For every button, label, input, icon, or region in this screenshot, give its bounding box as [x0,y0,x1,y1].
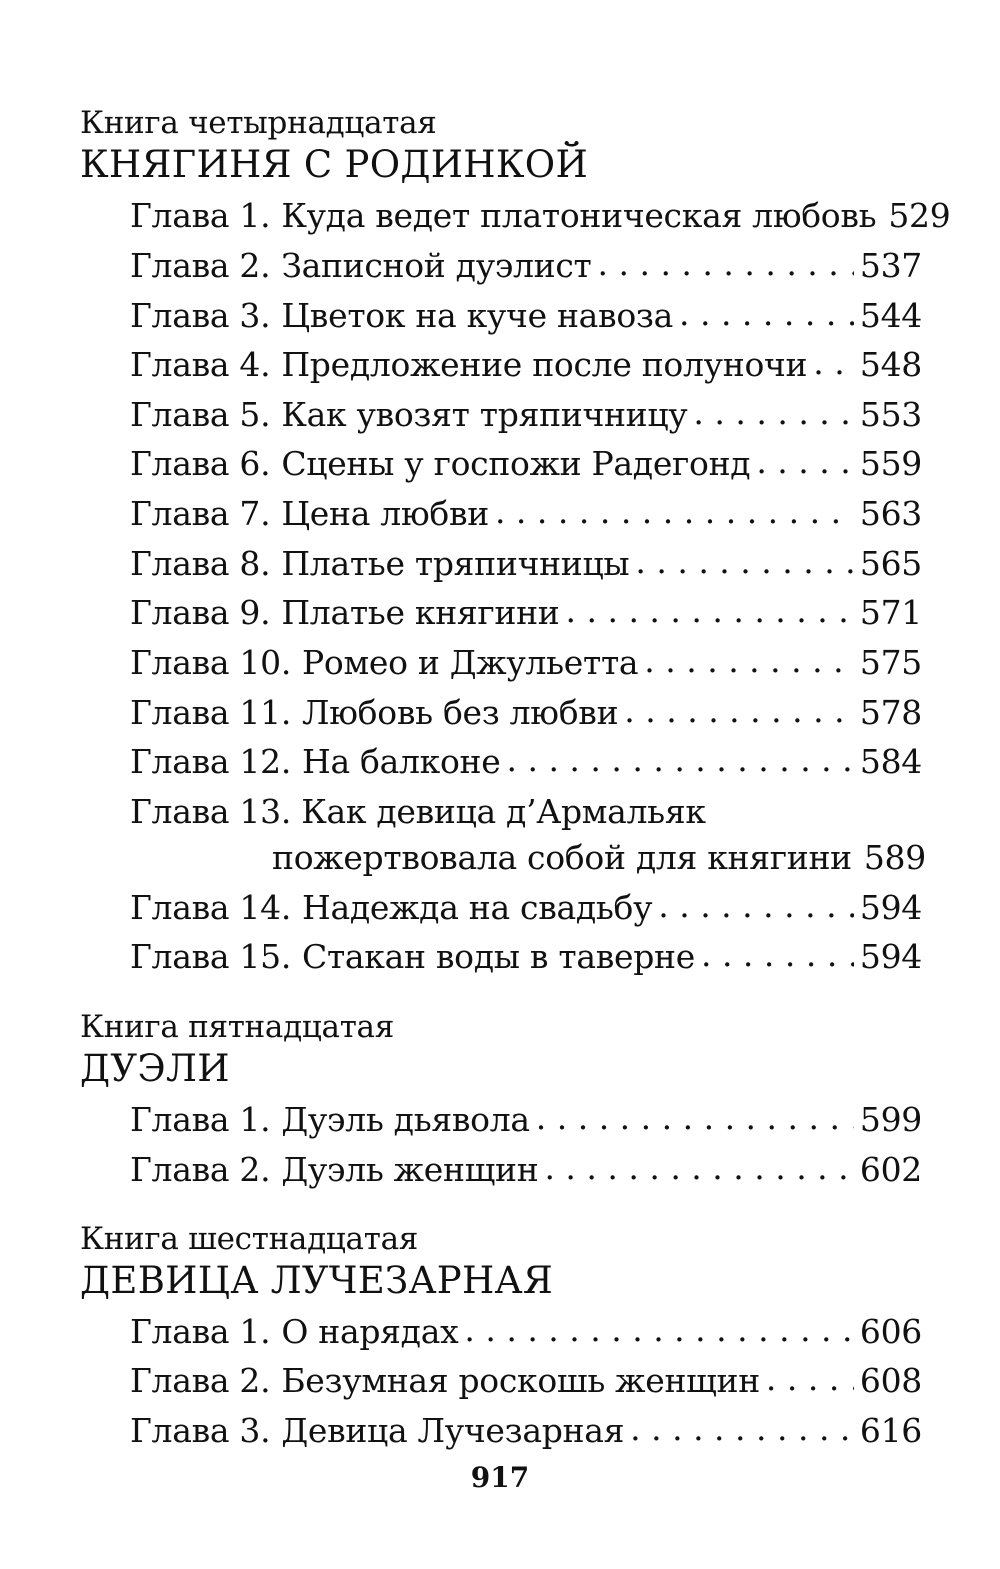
page-number: 589 [863,838,926,877]
chapter-title: Цена любви [281,494,489,533]
page-number: 537 [859,246,922,285]
chapter-number: Глава 2. [130,1361,271,1400]
dot-leader [693,393,853,433]
toc-entry [130,494,922,544]
chapter-number: Глава 1. [130,1312,271,1351]
dot-leader [598,244,854,284]
dot-leader [813,343,854,383]
page-number: 565 [859,544,922,583]
chapter-number: Глава 9. [130,593,271,632]
toc-entry [130,345,922,395]
toc-entry [130,246,922,296]
dot-leader [756,442,854,482]
chapter-title: Надежда на свадьбу [302,888,653,927]
chapter-number: Глава 3. [130,296,271,335]
chapter-title: Стакан воды в таверне [302,937,695,976]
chapter-title: Записной дуэлист [281,246,592,285]
page-number: 599 [859,1100,922,1139]
chapter-number: Глава 1. [130,1100,271,1139]
book-title: ДЕВИЦА ЛУЧЕЗАРНАЯ [80,1259,554,1302]
page-number: 602 [859,1150,922,1189]
dot-leader [506,740,853,780]
toc-entry [130,395,922,445]
chapter-title: Дуэль дьявола [281,1100,530,1139]
toc-entry [130,1361,922,1411]
dot-leader [644,641,854,681]
toc-entry [130,742,922,792]
page-number: 594 [859,888,922,927]
page-number: 594 [859,937,922,976]
dot-leader [658,886,854,926]
page-number: 548 [859,345,922,384]
chapter-title: Безумная роскошь женщин [281,1361,760,1400]
toc-entry [130,693,922,743]
chapter-title: На балконе [302,742,501,781]
chapter-number: Глава 1. [130,196,271,235]
toc-entry [130,544,922,594]
page-number: 616 [859,1411,922,1450]
toc-entry [130,196,951,246]
page-folio: 917 [470,1461,530,1494]
chapter-title: Дуэль женщин [281,1150,539,1189]
book-title: КНЯГИНЯ С РОДИНКОЙ [80,143,589,186]
chapter-title: Сцены у госпожи Радегонд [281,444,751,483]
toc-entry [130,888,922,938]
dot-leader [701,935,854,975]
page-number: 575 [859,643,922,682]
chapter-title: Девица Лучезарная [281,1411,625,1450]
book-heading [80,1222,930,1302]
dot-leader [679,294,854,334]
page-number: 578 [859,693,922,732]
chapter-number: Глава 11. [130,693,292,732]
chapter-number: Глава 4. [130,345,271,384]
dot-leader [635,542,854,582]
chapter-number: Глава 7. [130,494,271,533]
chapter-title: Как увозят тряпичницу [281,395,688,434]
chapter-number: Глава 8. [130,544,271,583]
chapter-title: Платье тряпичницы [281,544,630,583]
chapter-number: Глава 5. [130,395,271,434]
toc-entry-continuation [272,838,926,888]
toc-entry [130,1150,922,1200]
chapter-title-line2: пожертвовала собой для княгини [272,838,852,877]
chapter-title: Предложение после полуночи [281,345,808,384]
chapter-number: Глава 3. [130,1411,271,1450]
dot-leader [566,591,854,631]
toc-entry [130,444,922,494]
page-number: 559 [859,444,922,483]
chapter-number: Глава 2. [130,246,271,285]
chapter-number: Глава 13. [130,792,292,831]
chapter-title: Любовь без любви [302,693,619,732]
dot-leader [536,1098,854,1138]
toc-entry [130,643,922,693]
toc-entry [130,593,922,643]
chapter-title: Цветок на куче навоза [281,296,673,335]
book-label: Книга пятнадцатая [80,1009,394,1045]
chapter-title: Ромео и Джульетта [302,643,639,682]
chapter-number: Глава 15. [130,937,292,976]
dot-leader [630,1409,854,1449]
toc-entry-multiline [130,792,706,832]
page-number: 606 [859,1312,922,1351]
chapter-number: Глава 2. [130,1150,271,1189]
dot-leader [544,1148,853,1188]
page-number: 608 [859,1361,922,1400]
chapter-title: Куда ведет платоническая любовь [281,196,877,235]
page-number: 584 [859,742,922,781]
page-number: 553 [859,395,922,434]
chapter-title: О нарядах [281,1312,459,1351]
dot-leader [766,1359,854,1399]
chapter-number: Глава 6. [130,444,271,483]
page-number: 529 [888,196,951,235]
book-heading [80,1010,930,1090]
book-title: ДУЭЛИ [80,1047,230,1090]
chapter-number: Глава 14. [130,888,292,927]
chapter-number: Глава 10. [130,643,292,682]
toc-entry [130,1100,922,1150]
toc-entry [130,1411,922,1461]
dot-leader [495,492,854,532]
page-number: 571 [859,593,922,632]
dot-leader [464,1310,854,1350]
page-number: 563 [859,494,922,533]
page-number: 544 [859,296,922,335]
chapter-number: Глава 12. [130,742,292,781]
book-heading [80,106,930,186]
toc-entry [130,937,922,987]
chapter-title-line1: Как девица д’Армальяк [301,792,706,831]
book-label: Книга четырнадцатая [80,105,437,141]
toc-entry [130,1312,922,1362]
toc-entry [130,296,922,346]
chapter-title: Платье княгини [281,593,560,632]
book-label: Книга шестнадцатая [80,1221,419,1257]
dot-leader [624,691,854,731]
